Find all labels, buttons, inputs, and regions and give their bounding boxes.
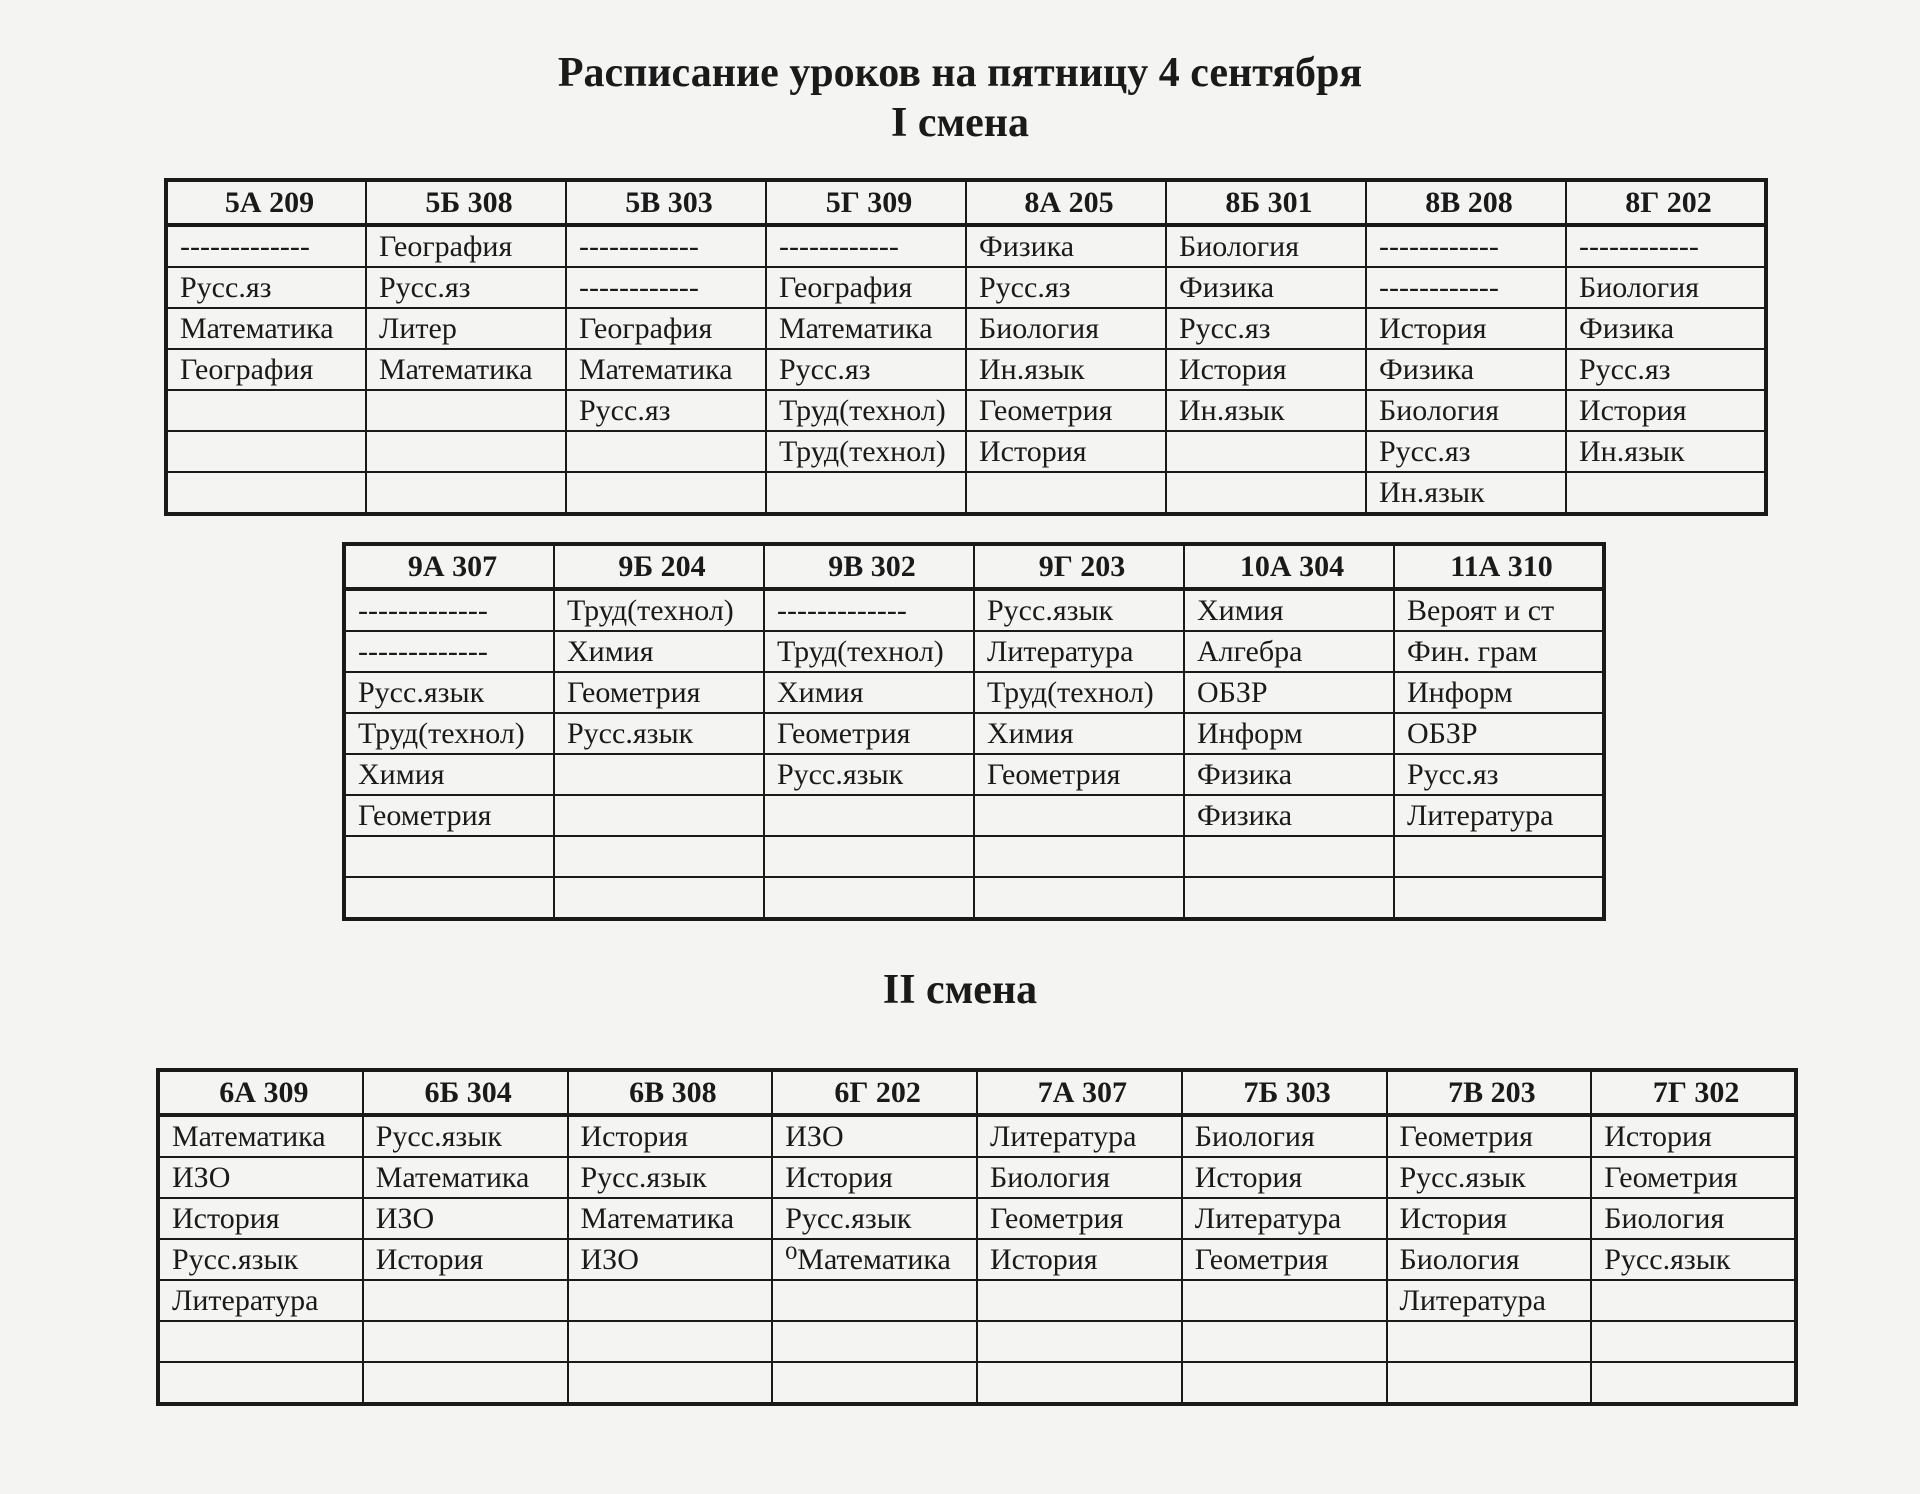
lesson-cell: Русс.яз (766, 349, 966, 390)
lesson-cell: Русс.язык (1387, 1157, 1592, 1198)
lesson-cell (1184, 877, 1394, 919)
lesson-cell (974, 795, 1184, 836)
lesson-cell: Русс.язык (363, 1115, 568, 1157)
lesson-row (166, 431, 1766, 472)
lesson-row (166, 267, 1766, 308)
lesson-cell: Геометрия (1387, 1115, 1592, 1157)
page-title: Расписание уроков на пятницу 4 сентября (557, 50, 1363, 96)
class-header: 9А 307 (344, 544, 554, 589)
lesson-cell: Вероят и ст (1394, 589, 1604, 631)
lesson-cell (363, 1321, 568, 1362)
lesson-cell: ИЗО (568, 1239, 773, 1280)
lesson-cell (977, 1321, 1182, 1362)
header-row (158, 1070, 1796, 1115)
lesson-cell: Геометрия (1591, 1157, 1796, 1198)
lesson-cell: ------------- (166, 225, 366, 267)
lesson-row (344, 589, 1604, 631)
lesson-cell: Русс.яз (1166, 308, 1366, 349)
lesson-cell (568, 1321, 773, 1362)
lesson-cell: Литер (366, 308, 566, 349)
lesson-cell: Литература (1182, 1198, 1387, 1239)
lesson-cell (366, 472, 566, 514)
lesson-cell: Литература (974, 631, 1184, 672)
lesson-cell: Литература (158, 1280, 363, 1321)
lesson-cell: Ин.язык (1366, 472, 1566, 514)
lesson-cell: История (1566, 390, 1766, 431)
lesson-cell: География (366, 225, 566, 267)
class-header: 10А 304 (1184, 544, 1394, 589)
class-header: 7Б 303 (1182, 1070, 1387, 1115)
class-header: 6А 309 (158, 1070, 363, 1115)
lesson-cell: Химия (344, 754, 554, 795)
lesson-cell (1394, 877, 1604, 919)
lesson-cell: Геометрия (764, 713, 974, 754)
lesson-cell: История (568, 1115, 773, 1157)
class-header: 11А 310 (1394, 544, 1604, 589)
lesson-cell (568, 1280, 773, 1321)
lesson-cell: Русс.язык (554, 713, 764, 754)
lesson-cell: Химия (554, 631, 764, 672)
lesson-cell: Труд(технол) (766, 431, 966, 472)
lesson-cell: История (1387, 1198, 1592, 1239)
lesson-cell: Фин. грам (1394, 631, 1604, 672)
lesson-cell (554, 754, 764, 795)
lesson-row (158, 1239, 1796, 1280)
lesson-cell: Химия (974, 713, 1184, 754)
lesson-cell (554, 836, 764, 877)
lesson-cell: Русс.яз (366, 267, 566, 308)
lesson-cell: Труд(технол) (766, 390, 966, 431)
lesson-cell: География (566, 308, 766, 349)
lesson-cell: Русс.язык (1591, 1239, 1796, 1280)
lesson-cell: Геометрия (974, 754, 1184, 795)
lesson-cell: ------------- (344, 589, 554, 631)
lesson-row (344, 713, 1604, 754)
lesson-row (344, 795, 1604, 836)
lesson-cell (366, 390, 566, 431)
class-header: 8В 208 (1366, 180, 1566, 225)
lesson-cell: Физика (1366, 349, 1566, 390)
lesson-row (166, 390, 1766, 431)
lesson-cell: Математика (363, 1157, 568, 1198)
lesson-cell: Биология (977, 1157, 1182, 1198)
lesson-cell: История (1166, 349, 1366, 390)
lesson-cell (764, 877, 974, 919)
lesson-cell (1591, 1321, 1796, 1362)
lesson-cell: Русс.яз (1394, 754, 1604, 795)
class-header: 5А 209 (166, 180, 366, 225)
lesson-cell: ИЗО (363, 1198, 568, 1239)
lesson-cell: Русс.язык (764, 754, 974, 795)
lesson-cell: Геометрия (344, 795, 554, 836)
lesson-row (344, 631, 1604, 672)
lesson-cell: Математика (366, 349, 566, 390)
class-header: 5Г 309 (766, 180, 966, 225)
lesson-row (166, 349, 1766, 390)
lesson-cell: Математика (566, 349, 766, 390)
class-header: 9Г 203 (974, 544, 1184, 589)
class-header: 5В 303 (566, 180, 766, 225)
lesson-cell (568, 1362, 773, 1404)
lesson-cell (1566, 472, 1766, 514)
lesson-row (166, 225, 1766, 267)
lesson-cell (966, 472, 1166, 514)
lesson-cell (344, 877, 554, 919)
lesson-cell: Литература (1387, 1280, 1592, 1321)
lesson-cell: Физика (966, 225, 1166, 267)
lesson-cell: Ин.язык (1166, 390, 1366, 431)
lesson-cell (363, 1362, 568, 1404)
lesson-cell: Русс.яз (966, 267, 1166, 308)
lesson-row (344, 836, 1604, 877)
lesson-cell: Математика (766, 308, 966, 349)
lesson-cell (766, 472, 966, 514)
lesson-cell: Русс.яз (166, 267, 366, 308)
lesson-cell: ------------ (1366, 225, 1566, 267)
lesson-cell: История (1591, 1115, 1796, 1157)
lesson-cell: Русс.язык (568, 1157, 773, 1198)
lesson-cell: Физика (1184, 754, 1394, 795)
class-header: 5Б 308 (366, 180, 566, 225)
shift2-title: II смена (882, 967, 1038, 1013)
lesson-cell (1166, 431, 1366, 472)
lesson-cell: Литература (977, 1115, 1182, 1157)
lesson-cell: ------------ (1566, 225, 1766, 267)
lesson-row (344, 877, 1604, 919)
lesson-cell: ------------ (1366, 267, 1566, 308)
lesson-cell (764, 795, 974, 836)
lesson-cell (1591, 1280, 1796, 1321)
lesson-cell (158, 1362, 363, 1404)
lesson-cell: Биология (1182, 1115, 1387, 1157)
lesson-cell: История (772, 1157, 977, 1198)
lesson-cell: Русс.язык (974, 589, 1184, 631)
class-header: 6Б 304 (363, 1070, 568, 1115)
lesson-row (158, 1198, 1796, 1239)
header-row (344, 544, 1604, 589)
lesson-cell: Биология (1387, 1239, 1592, 1280)
lesson-cell: Информ (1184, 713, 1394, 754)
lesson-cell (1166, 472, 1366, 514)
lesson-cell (1184, 836, 1394, 877)
lesson-cell (772, 1321, 977, 1362)
class-header: 9Б 204 (554, 544, 764, 589)
lesson-cell: ИЗО (772, 1115, 977, 1157)
lesson-cell: Биология (966, 308, 1166, 349)
lesson-cell: ИЗО (158, 1157, 363, 1198)
lesson-cell (772, 1362, 977, 1404)
lesson-cell: Математика (158, 1115, 363, 1157)
lesson-cell (772, 1280, 977, 1321)
lesson-cell: Химия (1184, 589, 1394, 631)
class-header: 9В 302 (764, 544, 974, 589)
lesson-cell: История (966, 431, 1166, 472)
lesson-row (158, 1157, 1796, 1198)
lesson-row (158, 1280, 1796, 1321)
lesson-cell: История (158, 1198, 363, 1239)
lesson-cell: Геометрия (1182, 1239, 1387, 1280)
schedule-table-shift1-bottom (342, 542, 1606, 921)
lesson-cell (166, 431, 366, 472)
lesson-cell: ОБЗР (1184, 672, 1394, 713)
lesson-cell: География (166, 349, 366, 390)
class-header: 6Г 202 (772, 1070, 977, 1115)
lesson-cell: ------------- (764, 589, 974, 631)
lesson-cell: История (363, 1239, 568, 1280)
class-header: 7Г 302 (1591, 1070, 1796, 1115)
lesson-cell (158, 1321, 363, 1362)
lesson-cell: Информ (1394, 672, 1604, 713)
lesson-row (166, 472, 1766, 514)
class-header: 6В 308 (568, 1070, 773, 1115)
lesson-cell: ------------ (566, 267, 766, 308)
class-header: 8А 205 (966, 180, 1166, 225)
lesson-cell: Геометрия (966, 390, 1166, 431)
lesson-row (344, 754, 1604, 795)
lesson-cell (977, 1280, 1182, 1321)
lesson-cell: Алгебра (1184, 631, 1394, 672)
lesson-row (158, 1362, 1796, 1404)
lesson-cell: Математика (166, 308, 366, 349)
lesson-cell: Труд(технол) (344, 713, 554, 754)
lesson-cell: Русс.яз (1566, 349, 1766, 390)
lesson-cell (363, 1280, 568, 1321)
lesson-cell: История (1182, 1157, 1387, 1198)
lesson-cell (166, 390, 366, 431)
class-header: 7А 307 (977, 1070, 1182, 1115)
schedule-table-shift1-top (164, 178, 1768, 516)
lesson-cell: Физика (1566, 308, 1766, 349)
lesson-cell: Труд(технол) (554, 589, 764, 631)
schedule-table-shift2 (156, 1068, 1798, 1406)
lesson-cell: ------------ (566, 225, 766, 267)
lesson-row (344, 672, 1604, 713)
lesson-cell (1591, 1362, 1796, 1404)
lesson-cell (566, 431, 766, 472)
lesson-cell (977, 1362, 1182, 1404)
lesson-cell: Русс.яз (566, 390, 766, 431)
lesson-cell: Ин.язык (966, 349, 1166, 390)
lesson-cell (1182, 1362, 1387, 1404)
lesson-cell: Физика (1184, 795, 1394, 836)
lesson-cell: ОБЗР (1394, 713, 1604, 754)
lesson-cell: Русс.язык (158, 1239, 363, 1280)
lesson-cell: География (766, 267, 966, 308)
lesson-cell (1182, 1321, 1387, 1362)
lesson-cell: Геометрия (977, 1198, 1182, 1239)
lesson-cell: Русс.язык (772, 1198, 977, 1239)
lesson-cell: ------------ (766, 225, 966, 267)
lesson-cell: Биология (1566, 267, 1766, 308)
lesson-cell: Труд(технол) (974, 672, 1184, 713)
lesson-row (158, 1115, 1796, 1157)
lesson-cell (554, 877, 764, 919)
lesson-cell (1182, 1280, 1387, 1321)
lesson-cell: ⁰Математика (772, 1239, 977, 1280)
shift1-title: I смена (891, 100, 1029, 146)
lesson-cell: Химия (764, 672, 974, 713)
lesson-cell (1394, 836, 1604, 877)
class-header: 8Г 202 (1566, 180, 1766, 225)
lesson-cell: Биология (1366, 390, 1566, 431)
lesson-cell (974, 836, 1184, 877)
lesson-cell (974, 877, 1184, 919)
lesson-cell: Физика (1166, 267, 1366, 308)
header-row (166, 180, 1766, 225)
lesson-cell: Биология (1166, 225, 1366, 267)
class-header: 8Б 301 (1166, 180, 1366, 225)
lesson-cell: Литература (1394, 795, 1604, 836)
lesson-cell: История (977, 1239, 1182, 1280)
lesson-row (158, 1321, 1796, 1362)
lesson-cell: Ин.язык (1566, 431, 1766, 472)
lesson-cell: Биология (1591, 1198, 1796, 1239)
lesson-cell (166, 472, 366, 514)
lesson-cell: История (1366, 308, 1566, 349)
lesson-cell (344, 836, 554, 877)
lesson-cell (764, 836, 974, 877)
lesson-cell: Математика (568, 1198, 773, 1239)
lesson-cell (566, 472, 766, 514)
lesson-cell (1387, 1321, 1592, 1362)
lesson-cell (366, 431, 566, 472)
lesson-cell: Геометрия (554, 672, 764, 713)
lesson-cell: Русс.язык (344, 672, 554, 713)
lesson-cell: Труд(технол) (764, 631, 974, 672)
lesson-cell (1387, 1362, 1592, 1404)
lesson-cell: Русс.яз (1366, 431, 1566, 472)
lesson-row (166, 308, 1766, 349)
class-header: 7В 203 (1387, 1070, 1592, 1115)
lesson-cell: ------------- (344, 631, 554, 672)
lesson-cell (554, 795, 764, 836)
